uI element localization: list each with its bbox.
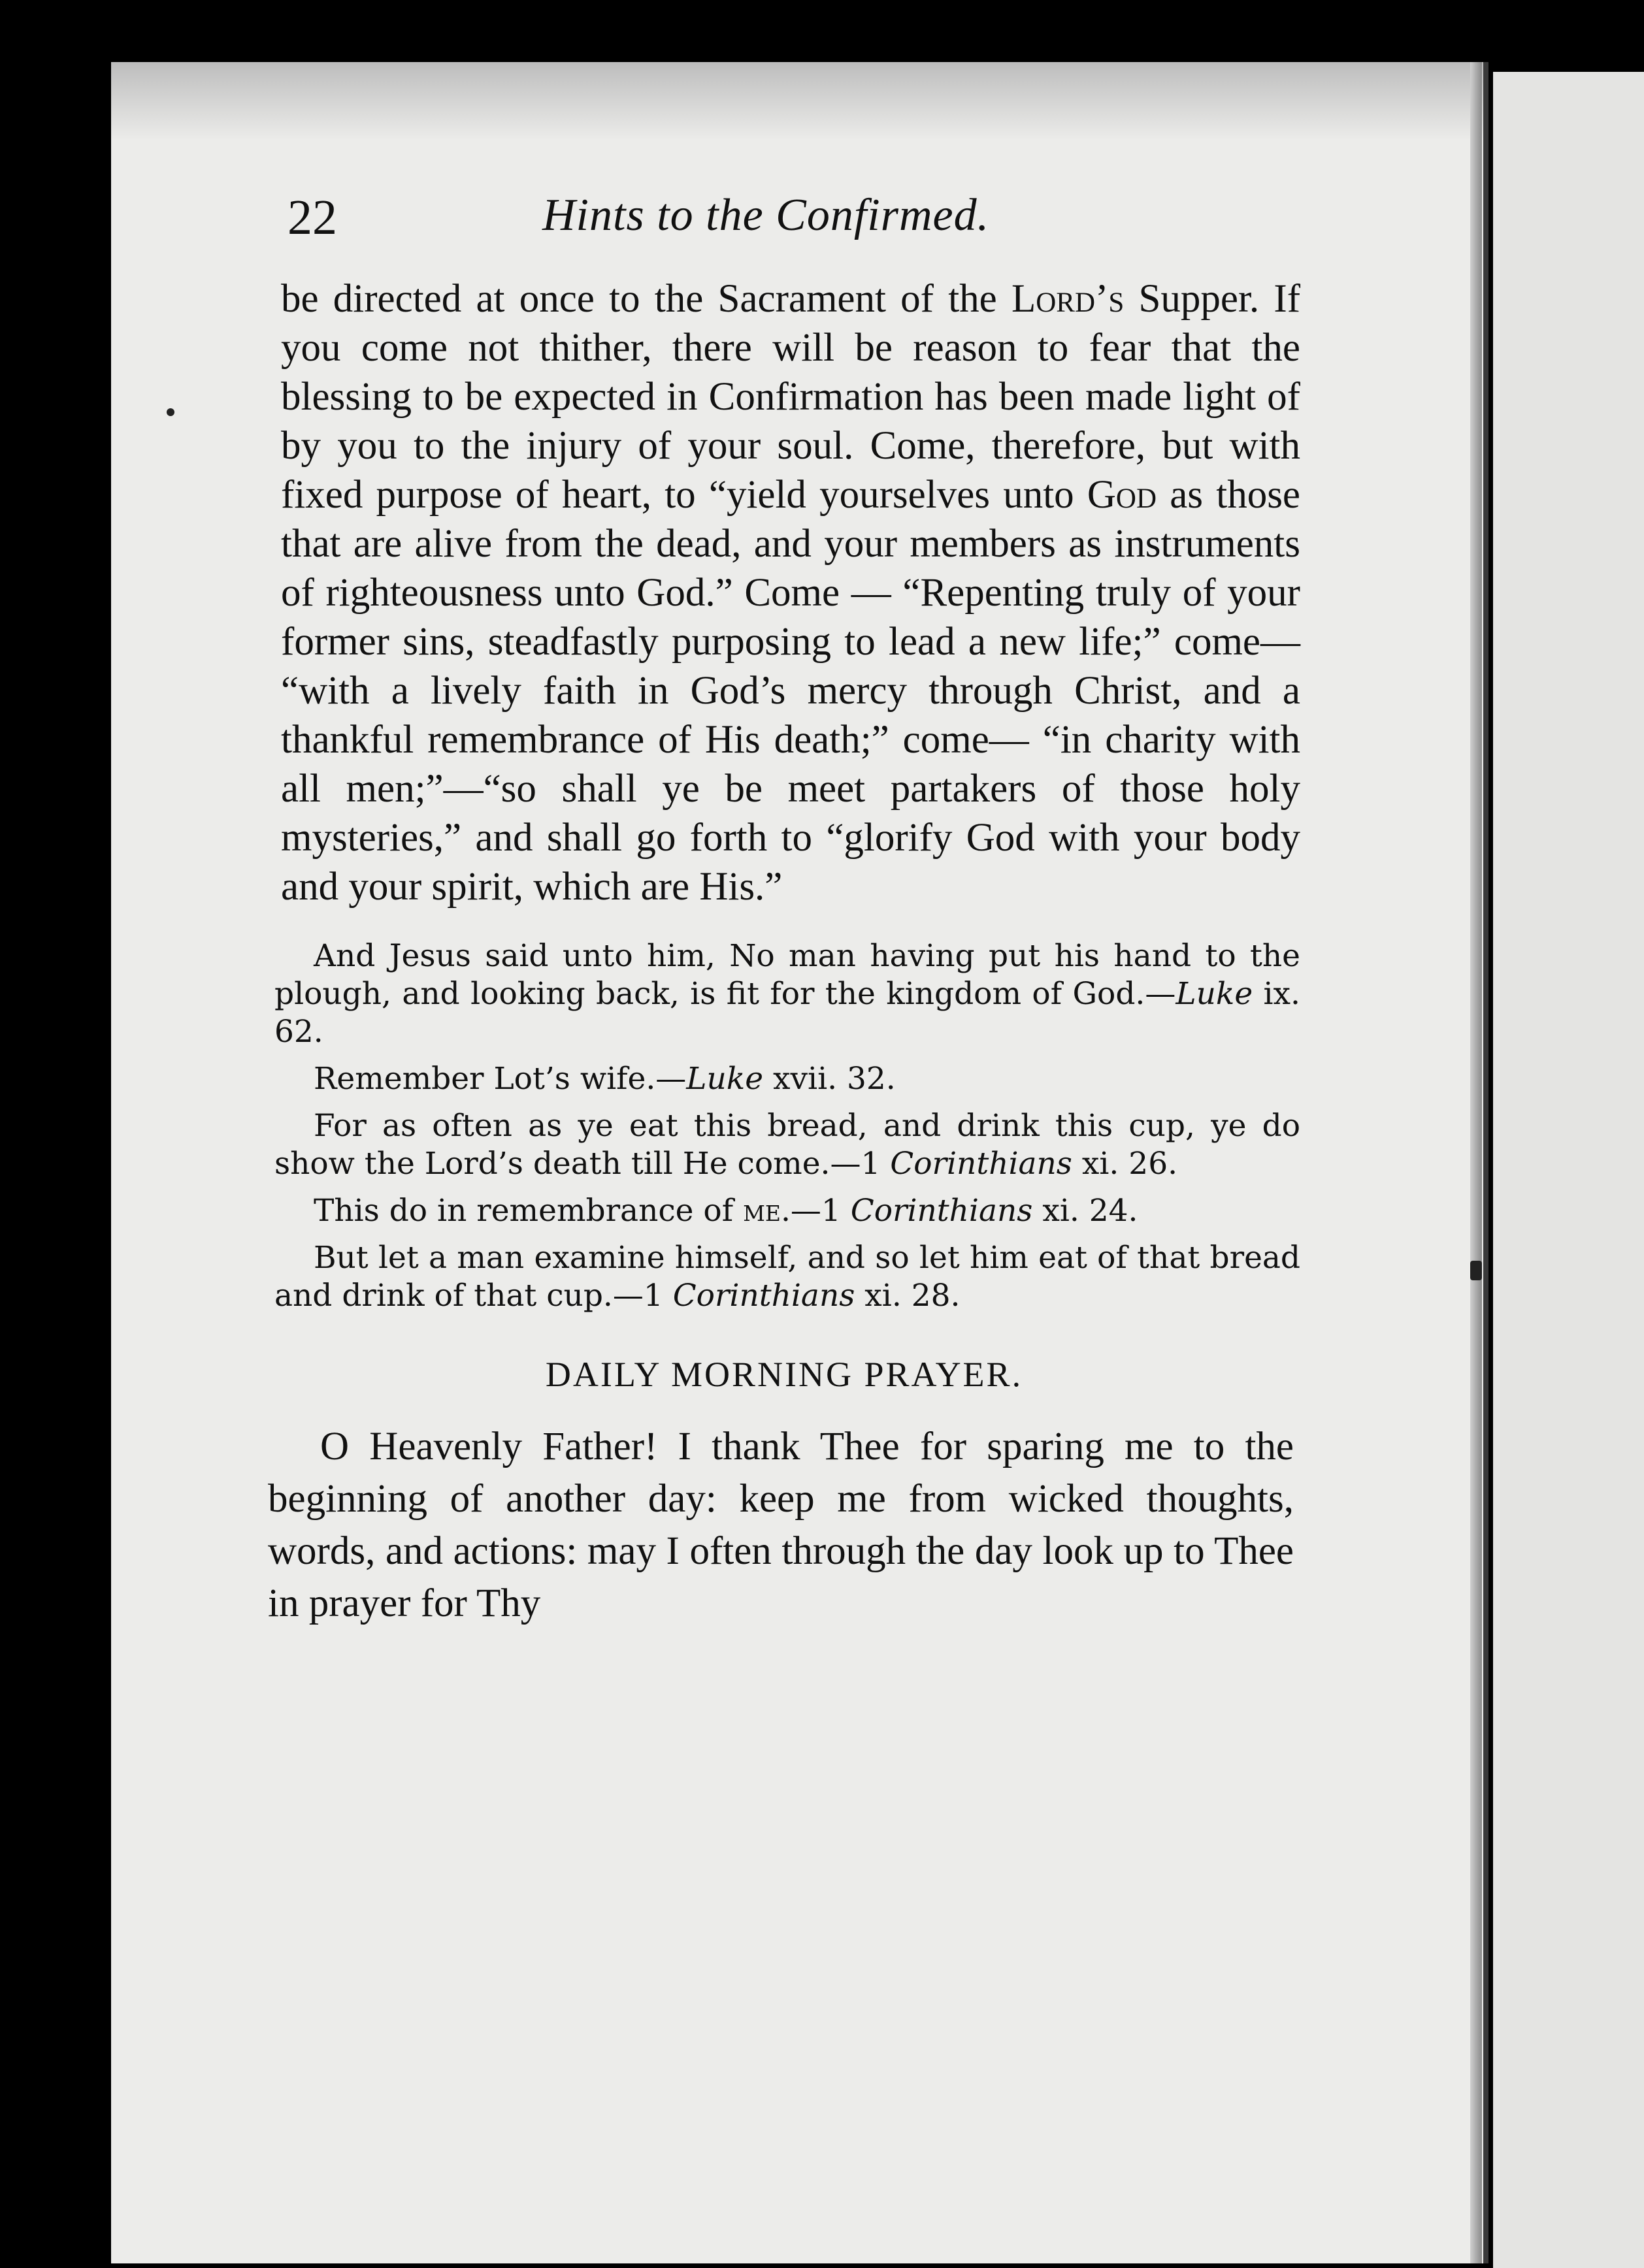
reference-verse: xi. 24.: [1032, 1193, 1138, 1229]
ink-speck: [167, 408, 174, 416]
scripture-quote: And Jesus said unto him, No man having put his hand to the plough, and looking back, is fit for the kingdom of God.—Luke ix. 62.: [274, 938, 1300, 1050]
running-title: Hints to the Confirmed.: [542, 190, 990, 240]
prayer-paragraph: O Heavenly Father! I thank Thee for sparing me to the beginning of another day: keep me from wicked thoughts, words, and actions: may I often through the day look up to Thee in prayer for Thy: [268, 1425, 1294, 1625]
reference-book: Corinthians: [890, 1146, 1072, 1182]
body-text: as those that are alive from the dead, and your members as instruments of righteousness unto God.” Come — “Repenting truly of your former sins, steadfastly purposing to lead a new life;” come— “with a lively faith in God’s mercy through Christ, and a thankful remembrance of His death;” come— “in charity with all men;”—“so shall ye be meet partakers of those holy mysteries,” and shall go forth to “glorify God with your body and your spirit, which are His.”: [281, 473, 1301, 909]
page-content: [261, 189, 1307, 1630]
body-text: be directed at once to the Sacrament of the: [281, 277, 1011, 321]
page-number: 22: [288, 190, 337, 245]
small-caps-god: God: [1087, 473, 1157, 517]
reference-verse: xi. 26.: [1072, 1146, 1178, 1182]
scripture-quote: This do in remembrance of me.—1 Corinthians xi. 24.: [314, 1193, 1138, 1229]
section-heading: DAILY MORNING PRAYER.: [545, 1355, 1023, 1394]
reference-verse: xvii. 32.: [763, 1061, 896, 1097]
scripture-quote: For as often as ye eat this bread, and drink this cup, ye do show the Lord’s death till He come.—1 Corinthians xi. 26.: [274, 1108, 1300, 1182]
small-caps-lord: Lord’s: [1011, 277, 1125, 321]
running-head: [261, 189, 1307, 261]
book-gutter: [1470, 62, 1482, 2263]
reference-book: Luke: [1175, 976, 1253, 1012]
small-caps-me: me: [743, 1193, 781, 1229]
body-text: Supper. If you come not thither, there will be reason to fear that the blessing to be expected in Confirmation has been made light of by you to the injury of your soul. Come, therefore, but with fixed purpose of heart, to “yield yourselves unto: [281, 277, 1301, 517]
scripture-quote: But let a man examine himself, and so let him eat of that bread and drink of that cup.—1 Corinthians xi. 28.: [274, 1240, 1300, 1314]
reference-book: Corinthians: [850, 1193, 1033, 1229]
scripture-quotes: [274, 937, 1300, 1315]
scripture-quote: Remember Lot’s wife.—Luke xvii. 32.: [314, 1061, 896, 1097]
reference-verse: ix. 62.: [274, 976, 1300, 1050]
body-paragraph: [281, 274, 1300, 911]
reference-book: Corinthians: [672, 1278, 855, 1314]
reference-book: Luke: [686, 1061, 764, 1097]
facing-page-edge: [1493, 72, 1644, 2268]
reference-verse: xi. 28.: [855, 1278, 961, 1314]
ink-speck: [1470, 1261, 1482, 1280]
